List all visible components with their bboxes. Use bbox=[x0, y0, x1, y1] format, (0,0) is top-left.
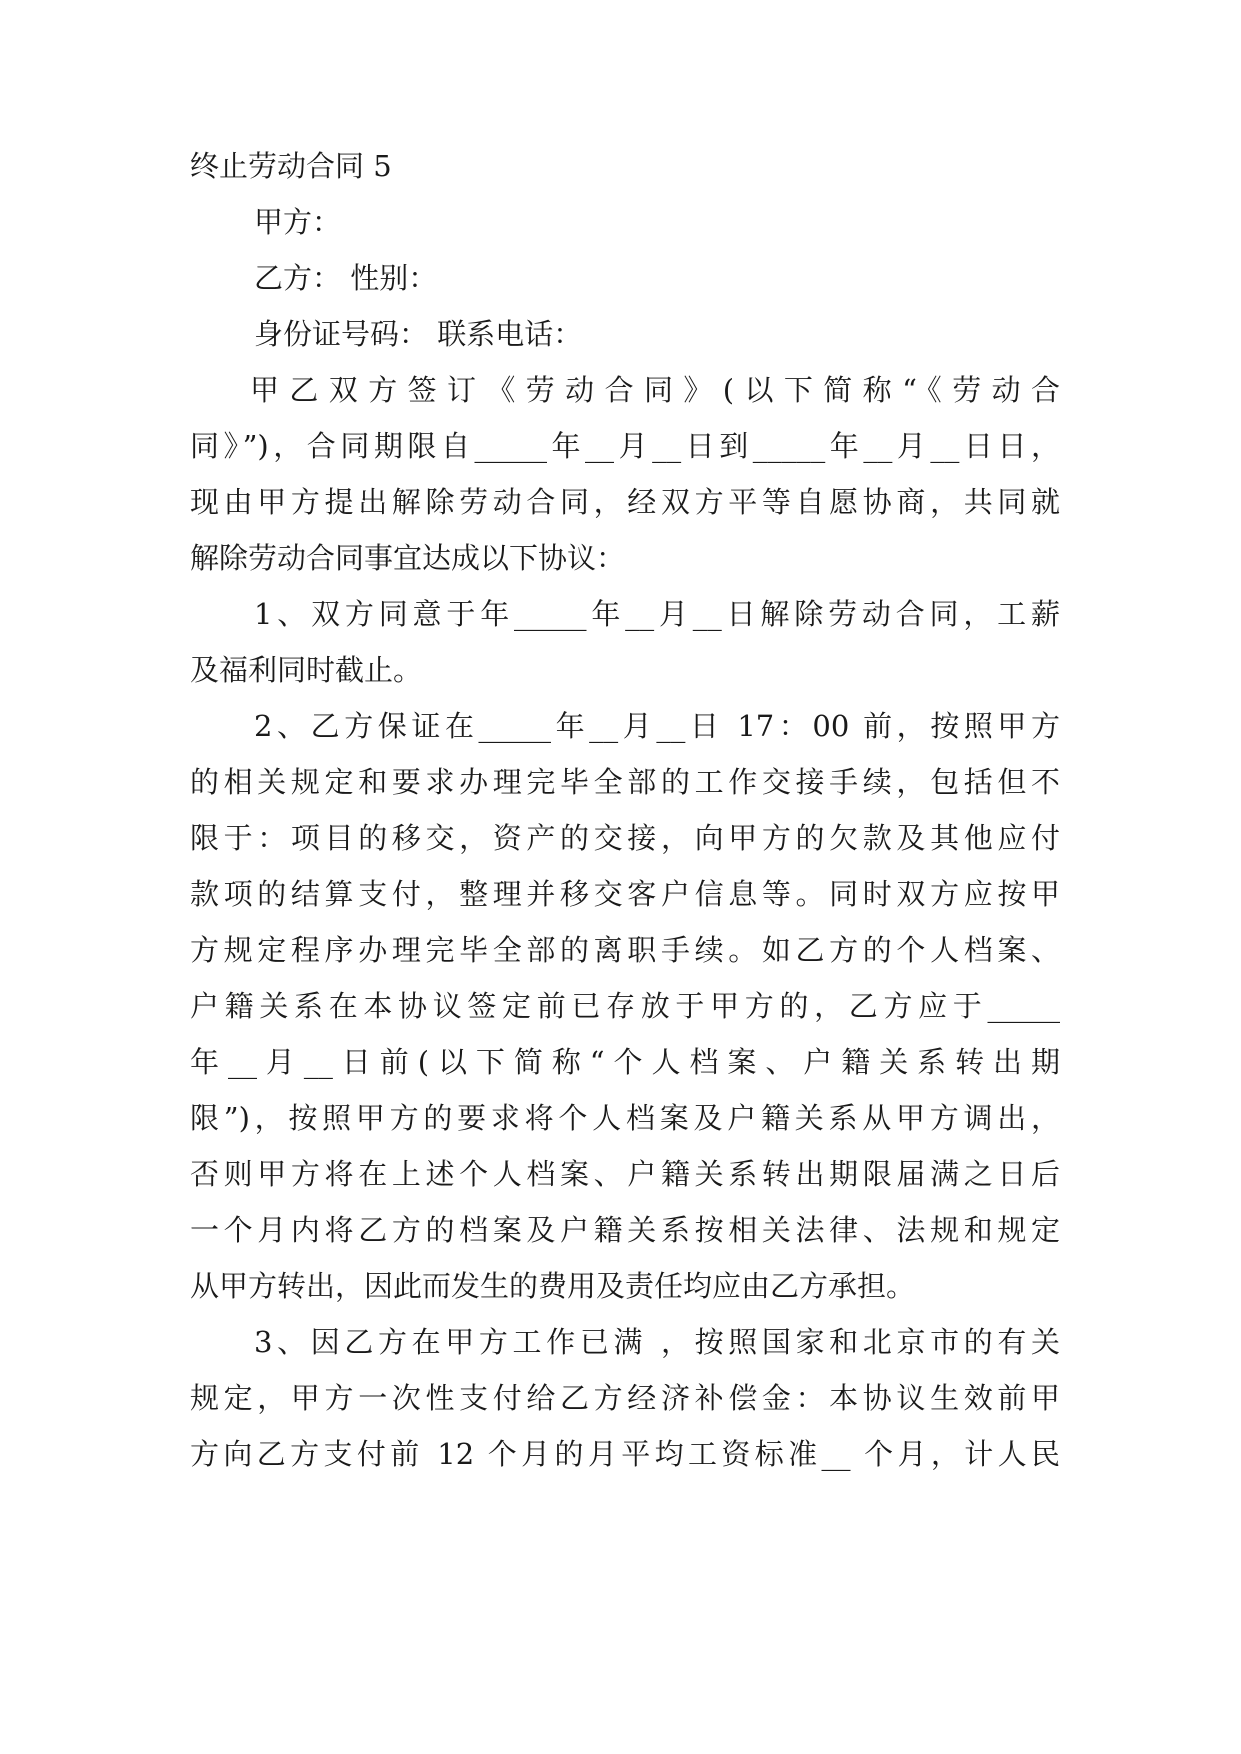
clause-2-line: 限”)，按照甲方的要求将个人档案及户籍关系从甲方调出， bbox=[190, 1101, 1060, 1135]
clause-1-line: 1、双方同意于年_____年__月__日解除劳动合同，工薪 bbox=[254, 597, 1060, 631]
clause-2-line: 否则甲方将在上述个人档案、户籍关系转出期限届满之日后 bbox=[190, 1157, 1060, 1191]
clause-1-line: 及福利同时截止。 bbox=[190, 653, 423, 687]
clause-2-line: 款项的结算支付，整理并移交客户信息等。同时双方应按甲 bbox=[190, 877, 1060, 911]
body-line: 解除劳动合同事宜达成以下协议： bbox=[190, 541, 626, 575]
document-title: 终止劳动合同 5 bbox=[190, 149, 392, 183]
body-line: 甲乙双方签订《劳动合同》(以下简称“《劳动合 bbox=[250, 373, 1060, 407]
clause-2-line: 从甲方转出，因此而发生的费用及责任均应由乙方承担。 bbox=[190, 1269, 916, 1303]
clause-2-line: 户籍关系在本协议签定前已存放于甲方的，乙方应于_____ bbox=[190, 989, 1060, 1023]
clause-3-line: 3、因乙方在甲方工作已满 ，按照国家和北京市的有关 bbox=[254, 1325, 1060, 1359]
clause-2-line: 方规定程序办理完毕全部的离职手续。如乙方的个人档案、 bbox=[190, 933, 1060, 967]
clause-3-line: 方向乙方支付前 12 个月的月平均工资标准__ 个月，计人民 bbox=[190, 1437, 1060, 1471]
clause-2-line: 的相关规定和要求办理完毕全部的工作交接手续，包括但不 bbox=[190, 765, 1060, 799]
clause-3-line: 规定，甲方一次性支付给乙方经济补偿金：本协议生效前甲 bbox=[190, 1381, 1060, 1415]
clause-2-line: 年__月__日前(以下简称“个人档案、户籍关系转出期 bbox=[190, 1045, 1060, 1079]
party-a-field: 甲方： bbox=[254, 205, 342, 239]
id-phone-field: 身份证号码： 联系电话： bbox=[254, 317, 583, 351]
clause-2-line: 2、乙方保证在_____年__月__日 17：00 前，按照甲方 bbox=[254, 709, 1060, 743]
clause-2-line: 限于：项目的移交，资产的交接，向甲方的欠款及其他应付 bbox=[190, 821, 1060, 855]
body-line: 同》”)，合同期限自_____年__月__日到_____年__月__日日， bbox=[190, 429, 1060, 463]
clause-2-line: 一个月内将乙方的档案及户籍关系按相关法律、法规和规定 bbox=[190, 1213, 1060, 1247]
party-b-gender-field: 乙方： 性别： bbox=[254, 261, 438, 295]
body-line: 现由甲方提出解除劳动合同，经双方平等自愿协商，共同就 bbox=[190, 485, 1060, 519]
